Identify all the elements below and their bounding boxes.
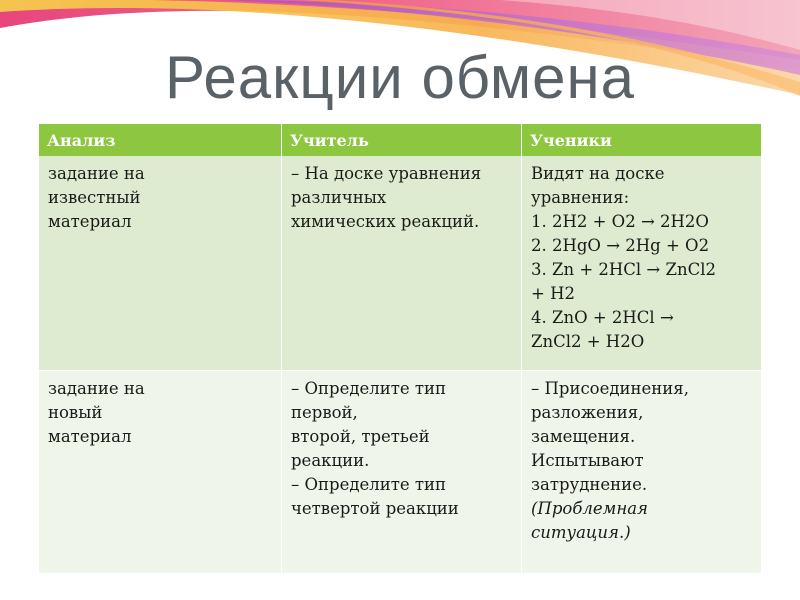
equation-3: 3. Zn + 2HCl → ZnCl2 xyxy=(531,260,716,279)
cell-line: – На доске уравнения xyxy=(291,164,482,183)
cell-line: материал xyxy=(48,427,132,446)
equation-4: 4. ZnO + 2HCl → xyxy=(531,308,674,327)
cell-line: известный xyxy=(48,188,141,207)
lesson-table-grid xyxy=(38,124,762,574)
cell-teacher xyxy=(282,371,522,574)
cell-line: реакции. xyxy=(291,451,370,470)
problem-situation-note: (Проблемная xyxy=(531,499,648,518)
cell-line: затруднение. xyxy=(531,475,648,494)
cell-line: – Присоединения, xyxy=(531,379,689,398)
cell-line: разложения, xyxy=(531,403,644,422)
cell-line: различных xyxy=(291,188,387,207)
equation-1: 1. 2H2 + O2 → 2H2O xyxy=(531,212,709,231)
lesson-table xyxy=(38,124,761,574)
cell-line: второй, третьей xyxy=(291,427,430,446)
table-row xyxy=(39,156,762,371)
cell-line: Испытывают xyxy=(531,451,644,470)
problem-situation-note: ситуация.) xyxy=(531,523,631,542)
header-analysis: Анализ xyxy=(39,124,282,156)
cell-analysis xyxy=(39,156,282,371)
cell-line: первой, xyxy=(291,403,358,422)
cell-line: – Определите тип xyxy=(291,379,447,398)
cell-students xyxy=(522,371,762,574)
cell-line: Видят на доске xyxy=(531,164,665,183)
cell-teacher xyxy=(282,156,522,371)
cell-line: задание на xyxy=(48,164,145,183)
cell-line: четвертой реакции xyxy=(291,499,459,518)
equation-2: 2. 2HgO → 2Hg + O2 xyxy=(531,236,710,255)
cell-line: замещения. xyxy=(531,427,636,446)
cell-students xyxy=(522,156,762,371)
cell-line: задание на xyxy=(48,379,145,398)
header-teacher: Учитель xyxy=(282,124,522,156)
table-header-row xyxy=(39,124,762,156)
cell-analysis xyxy=(39,371,282,574)
cell-line: – Определите тип xyxy=(291,475,447,494)
cell-line: материал xyxy=(48,212,132,231)
equation-3-cont: + H2 xyxy=(531,284,575,303)
cell-line: химических реакций. xyxy=(291,212,480,231)
equation-4-cont: ZnCl2 + H2O xyxy=(531,332,645,351)
header-students: Ученики xyxy=(522,124,762,156)
table-row xyxy=(39,371,762,574)
cell-line: уравнения: xyxy=(531,188,630,207)
cell-line: новый xyxy=(48,403,103,422)
slide-title: Реакции обмена xyxy=(165,44,635,111)
